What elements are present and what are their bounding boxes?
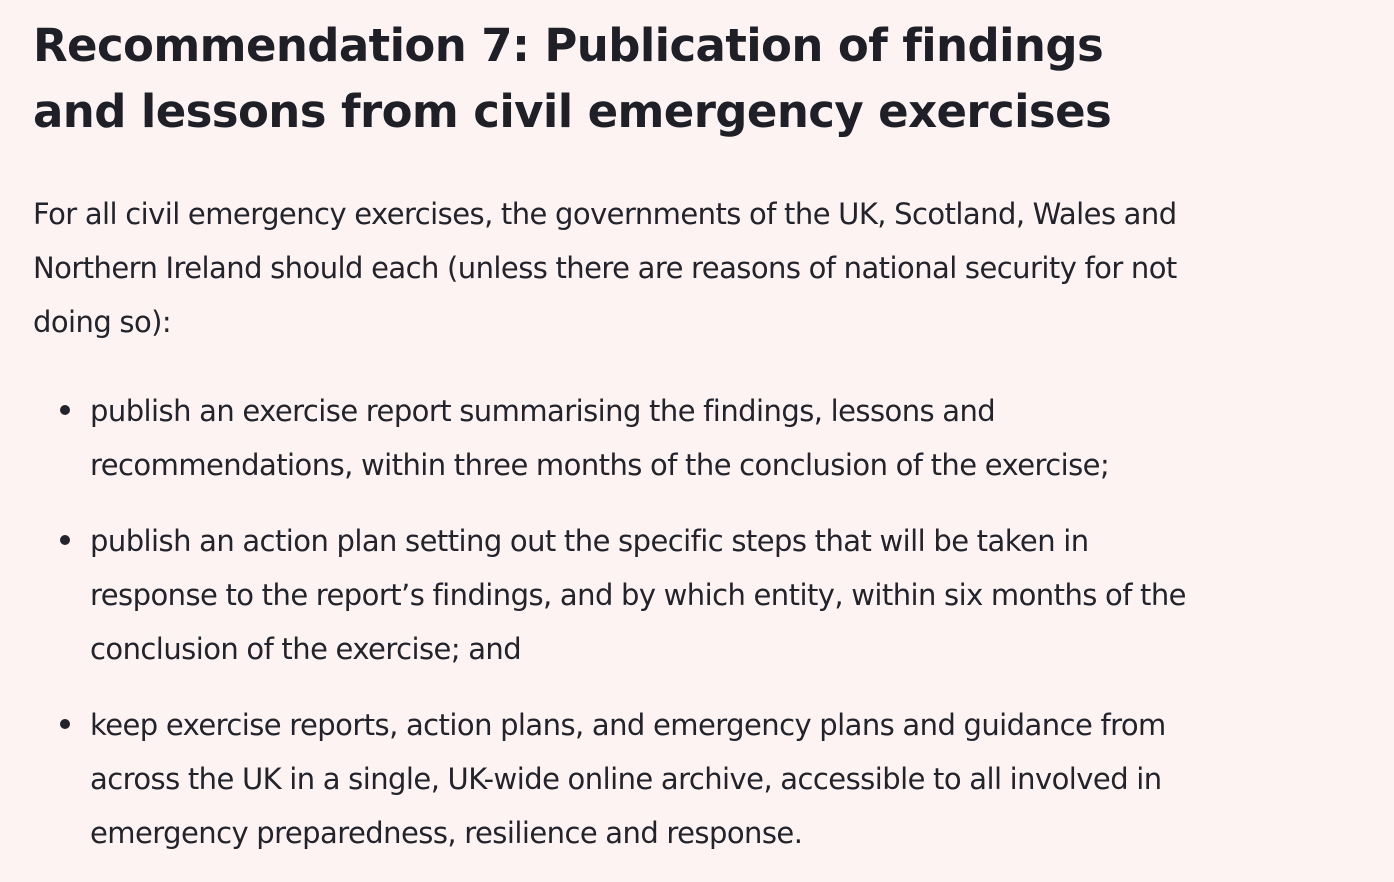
list-item-line: keep exercise reports, action plans, and emergency plans and guidance from (90, 708, 1166, 742)
bullet-icon (60, 719, 70, 729)
list-item-line: conclusion of the exercise; and (90, 632, 522, 666)
intro-line-1: For all civil emergency exercises, the governments of the UK, Scotland, Wales and (33, 197, 1177, 231)
intro-paragraph (33, 187, 1354, 349)
bullet-icon (60, 535, 70, 545)
list-item-line: across the UK in a single, UK-wide online archive, accessible to all involved in (90, 762, 1162, 796)
list-item-line: publish an action plan setting out the specific steps that will be taken in (90, 524, 1089, 558)
intro-line-2: Northern Ireland should each (unless there are reasons of national security for not (33, 251, 1177, 285)
list-item (33, 698, 1354, 860)
intro-line-3: doing so): (33, 305, 172, 339)
list-item-line: publish an exercise report summarising the findings, lessons and (90, 394, 996, 428)
recommendation-heading (33, 0, 1354, 145)
list-item (33, 384, 1354, 492)
recommendation-list (33, 384, 1354, 860)
list-item (33, 514, 1354, 676)
heading-line-1: Recommendation 7: Publication of findings (33, 19, 1104, 72)
list-item-line: emergency preparedness, resilience and response. (90, 816, 803, 850)
bullet-icon (60, 405, 70, 415)
heading-line-2: and lessons from civil emergency exercises (33, 85, 1112, 138)
list-item-line: recommendations, within three months of the conclusion of the exercise; (90, 448, 1110, 482)
list-item-line: response to the report’s findings, and by which entity, within six months of the (90, 578, 1186, 612)
